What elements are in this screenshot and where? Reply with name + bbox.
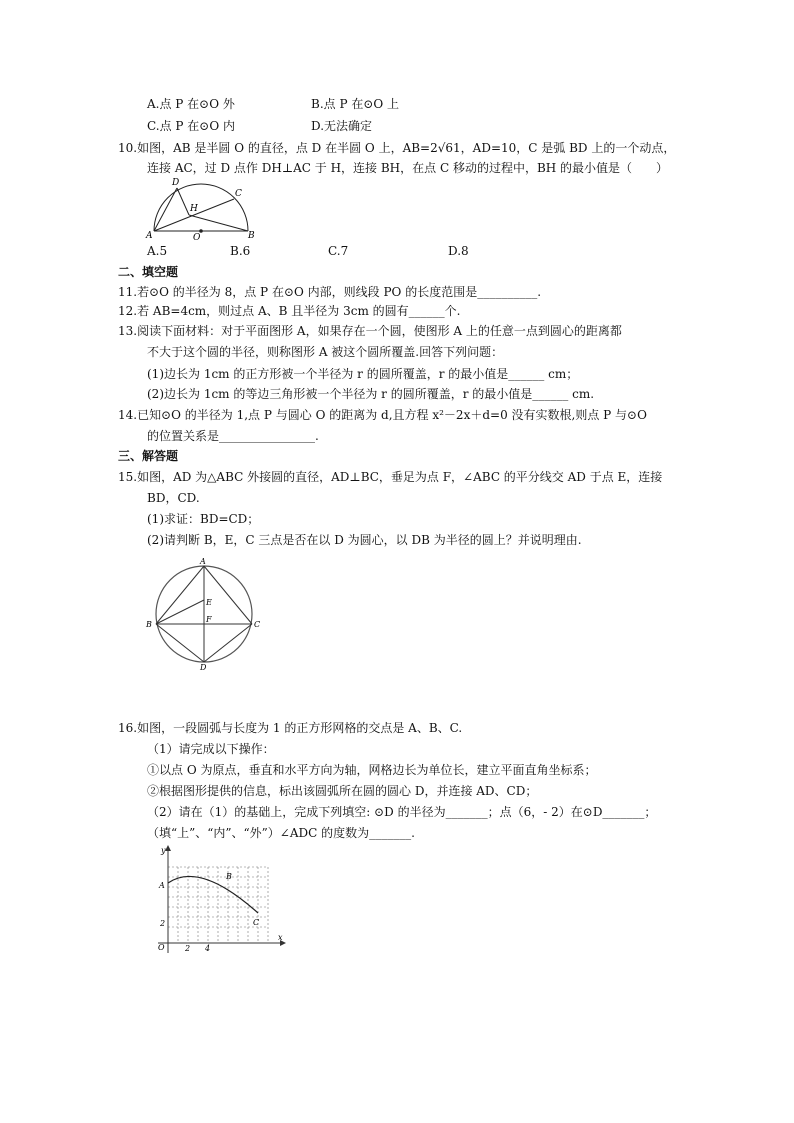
- q14-stem-line2: 的位置关系是________________.: [147, 429, 319, 443]
- q16-label-c: C: [253, 918, 260, 927]
- q15-label-c: C: [254, 620, 261, 629]
- section-fill-in-title: 二、填空题: [118, 265, 179, 279]
- q9-option-b: B.点 P 在⊙O 上: [311, 97, 400, 111]
- q15-label-f: F: [206, 615, 212, 624]
- q9-option-d: D.无法确定: [311, 119, 373, 133]
- q13-sub1: (1)边长为 1cm 的正方形被一个半径为 r 的圆所覆盖，r 的最小值是______ cm；: [147, 367, 579, 381]
- q16-sub1: （1）请完成以下操作：: [147, 742, 275, 756]
- q11-text: 11.若⊙O 的半径为 8，点 P 在⊙O 内部，则线段 PO 的长度范围是__________.: [118, 285, 542, 299]
- section-solve-title: 三、解答题: [118, 449, 179, 463]
- q10-label-a: A: [146, 231, 153, 240]
- q16-label-y: y: [161, 846, 166, 855]
- q15-sub1: (1)求证：BD=CD；: [147, 512, 260, 526]
- q10-stem-line1: 10.如图，AB 是半圆 O 的直径，点 D 在半圆 O 上，AB=2√61，AD=10，C 是弧 BD 上的一个动点，: [118, 141, 676, 155]
- q13-stem-line1: 13.阅读下面材料：对于平面图形 A，如果存在一个圆，使图形 A 上的任意一点到圆心的距离都: [118, 324, 622, 338]
- q10-semicircle-arc: [154, 184, 248, 231]
- q14-stem-line1: 14.已知⊙O 的半径为 1,点 P 与圆心 O 的距离为 d,且方程 x²－2x＋d=0 没有实数根,则点 P 与⊙O: [118, 408, 647, 422]
- q10-option-c: C.7: [328, 244, 349, 258]
- q15-label-b: B: [146, 620, 152, 629]
- q9-option-a: A.点 P 在⊙O 外: [147, 97, 235, 111]
- q16-y-axis-arrow: [165, 845, 171, 851]
- q16-label-b: B: [226, 872, 232, 881]
- q13-sub2: (2)边长为 1cm 的等边三角形被一个半径为 r 的圆所覆盖，r 的最小值是______ cm.: [147, 387, 595, 401]
- q16-tick-x4: 4: [205, 944, 211, 953]
- q16-sub2a: （2）请在（1）的基础上，完成下列填空: ⊙D 的半径为_______；点（6，- 2）在⊙D_______；: [147, 805, 657, 819]
- q15-segment-ab: [156, 566, 204, 624]
- q15-circle-figure: [143, 556, 265, 670]
- q16-circle-arc: [168, 876, 258, 913]
- q15-segment-cd: [204, 624, 252, 662]
- q10-segment-bh: [189, 215, 248, 231]
- q15-segment-bd: [156, 624, 204, 662]
- q15-stem-line1: 15.如图，AD 为△ABC 外接圆的直径，AD⊥BC，垂足为点 F，∠ABC 的平分线交 AD 于点 E，连接: [118, 470, 663, 484]
- q16-grid-figure: [148, 843, 288, 958]
- q10-segment-ad: [154, 188, 177, 231]
- q16-dashed-grid: [168, 867, 268, 943]
- q16-label-a: A: [159, 881, 165, 890]
- q15-segment-be: [156, 600, 204, 624]
- q16-tick-y2: 2: [160, 919, 166, 928]
- q15-label-a: A: [200, 557, 206, 566]
- q16-sub1b: ②根据图形提供的信息，标出该圆弧所在圆的圆心 D，并连接 AD、CD；: [147, 784, 538, 798]
- q10-option-d: D.8: [448, 244, 469, 258]
- q15-sub2: (2)请判断 B，E，C 三点是否在以 D 为圆心，以 DB 为半径的圆上？并说明理由.: [147, 533, 582, 547]
- q15-label-d: D: [200, 663, 207, 670]
- q9-option-c: C.点 P 在⊙O 内: [147, 119, 235, 133]
- q13-stem-line2: 不大于这个圆的半径，则称图形 A 被这个圆所覆盖.回答下列问题：: [147, 345, 504, 359]
- q10-label-b: B: [248, 231, 255, 240]
- q10-label-d: D: [172, 178, 180, 188]
- q15-label-e: E: [206, 598, 212, 607]
- q16-sub1a: ①以点 O 为原点，垂直和水平方向为轴，网格边长为单位长，建立平面直角坐标系；: [147, 763, 597, 777]
- q10-option-b: B.6: [230, 244, 251, 258]
- q10-label-c: C: [235, 189, 242, 199]
- q16-label-x: x: [278, 933, 283, 942]
- q12-text: 12.若 AB=4cm，则过点 A、B 且半径为 3cm 的圆有______个.: [118, 304, 461, 318]
- q10-label-o: O: [193, 233, 201, 240]
- q16-sub2b: （填“上”、“内”、“外”）∠ADC 的度数为_______.: [147, 826, 415, 840]
- q10-stem-line2: 连接 AC，过 D 点作 DH⊥AC 于 H，连接 BH，在点 C 移动的过程中，BH 的最小值是（ ）: [147, 161, 669, 175]
- q10-label-h: H: [190, 204, 198, 214]
- q16-stem: 16.如图，一段圆弧与长度为 1 的正方形网格的交点是 A、B、C.: [118, 721, 463, 735]
- q16-tick-x2: 2: [185, 944, 191, 953]
- q10-semicircle-figure: [140, 174, 262, 240]
- q10-segment-dh: [177, 188, 189, 215]
- q16-label-o: O: [158, 943, 165, 952]
- q10-option-a: A.5: [147, 244, 168, 258]
- q15-stem-line2: BD，CD.: [147, 491, 200, 505]
